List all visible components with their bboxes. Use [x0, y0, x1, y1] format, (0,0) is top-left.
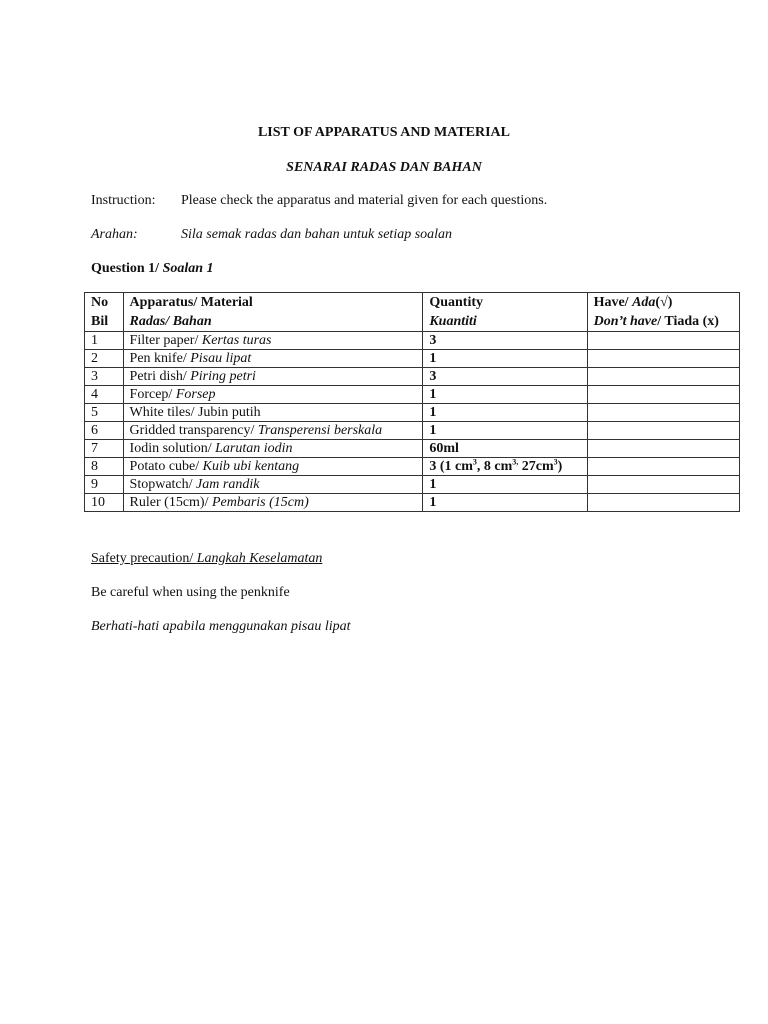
table-row: [85, 404, 740, 422]
row-no: 8: [85, 458, 124, 476]
row-check-cell[interactable]: [587, 350, 739, 368]
row-item: Petri dish/ Piring petri: [123, 368, 423, 386]
instruction-line: [91, 193, 547, 209]
row-item: Ruler (15cm)/ Pembaris (15cm): [123, 494, 423, 512]
row-item: Pen knife/ Pisau lipat: [123, 350, 423, 368]
header-no: No Bil: [85, 293, 124, 332]
safety-note-en: Be careful when using the penknife: [91, 585, 290, 600]
row-no: 10: [85, 494, 124, 512]
row-no: 2: [85, 350, 124, 368]
row-no: 9: [85, 476, 124, 494]
row-no: 6: [85, 422, 124, 440]
row-no: 7: [85, 440, 124, 458]
row-check-cell[interactable]: [587, 440, 739, 458]
header-quantity: Quantity Kuantiti: [423, 293, 587, 332]
row-no: 1: [85, 332, 124, 350]
instruction-text: Please check the apparatus and material given for each questions.: [181, 193, 548, 208]
page-title: LIST OF APPARATUS AND MATERIAL: [257, 125, 511, 140]
table-row: [85, 494, 740, 512]
table-row: [85, 440, 740, 458]
row-no: 4: [85, 386, 124, 404]
safety-heading: Safety precaution/ Langkah Keselamatan: [91, 551, 323, 566]
row-check-cell[interactable]: [587, 404, 739, 422]
row-check-cell[interactable]: [587, 476, 739, 494]
row-quantity: 3: [423, 332, 587, 350]
row-quantity: 3 (1 $cm^3$, 8 $cm^{3,}$ $27cm^3$): [423, 458, 587, 476]
row-item: Gridded transparency/ Transperensi berskala: [123, 422, 423, 440]
safety-note-ms: Berhati-hati apabila menggunakan pisau lipat: [91, 619, 351, 634]
apparatus-table: [84, 292, 740, 512]
header-have: Have/ Ada(√) Don’t have/ Tiada (x): [587, 293, 739, 332]
instruction-label: Instruction:: [91, 193, 156, 208]
arahan-label: Arahan:: [91, 227, 138, 242]
table-row: [85, 368, 740, 386]
row-quantity: 1: [423, 404, 587, 422]
row-quantity: 60ml: [423, 440, 587, 458]
table-header-row: [85, 293, 740, 332]
question-heading: [91, 261, 214, 277]
row-no: 5: [85, 404, 124, 422]
header-item: Apparatus/ Material Radas/ Bahan: [123, 293, 423, 332]
row-item: Forcep/ Forsep: [123, 386, 423, 404]
row-item: Potato cube/ Kuib ubi kentang: [123, 458, 423, 476]
arahan-line: [91, 227, 452, 243]
row-no: 3: [85, 368, 124, 386]
row-quantity: 1: [423, 422, 587, 440]
table-row: [85, 458, 740, 476]
row-quantity: 3: [423, 368, 587, 386]
row-item: Iodin solution/ Larutan iodin: [123, 440, 423, 458]
page-subtitle: SENARAI RADAS DAN BAHAN: [286, 160, 482, 175]
table-row: [85, 422, 740, 440]
row-check-cell[interactable]: [587, 368, 739, 386]
row-check-cell[interactable]: [587, 494, 739, 512]
question-ms: Soalan 1: [159, 261, 214, 276]
row-item: Filter paper/ Kertas turas: [123, 332, 423, 350]
row-quantity: 1: [423, 386, 587, 404]
row-item: White tiles/ Jubin putih: [123, 404, 423, 422]
row-check-cell[interactable]: [587, 386, 739, 404]
row-item: Stopwatch/ Jam randik: [123, 476, 423, 494]
row-check-cell[interactable]: [587, 422, 739, 440]
question-en: Question 1/: [91, 261, 160, 276]
arahan-text: Sila semak radas dan bahan untuk setiap soalan: [181, 227, 453, 242]
table-row: [85, 386, 740, 404]
row-quantity: 1: [423, 350, 587, 368]
table-row: [85, 476, 740, 494]
row-quantity: 1: [423, 476, 587, 494]
row-check-cell[interactable]: [587, 458, 739, 476]
table-row: [85, 350, 740, 368]
table-row: [85, 332, 740, 350]
row-check-cell[interactable]: [587, 332, 739, 350]
row-quantity: 1: [423, 494, 587, 512]
